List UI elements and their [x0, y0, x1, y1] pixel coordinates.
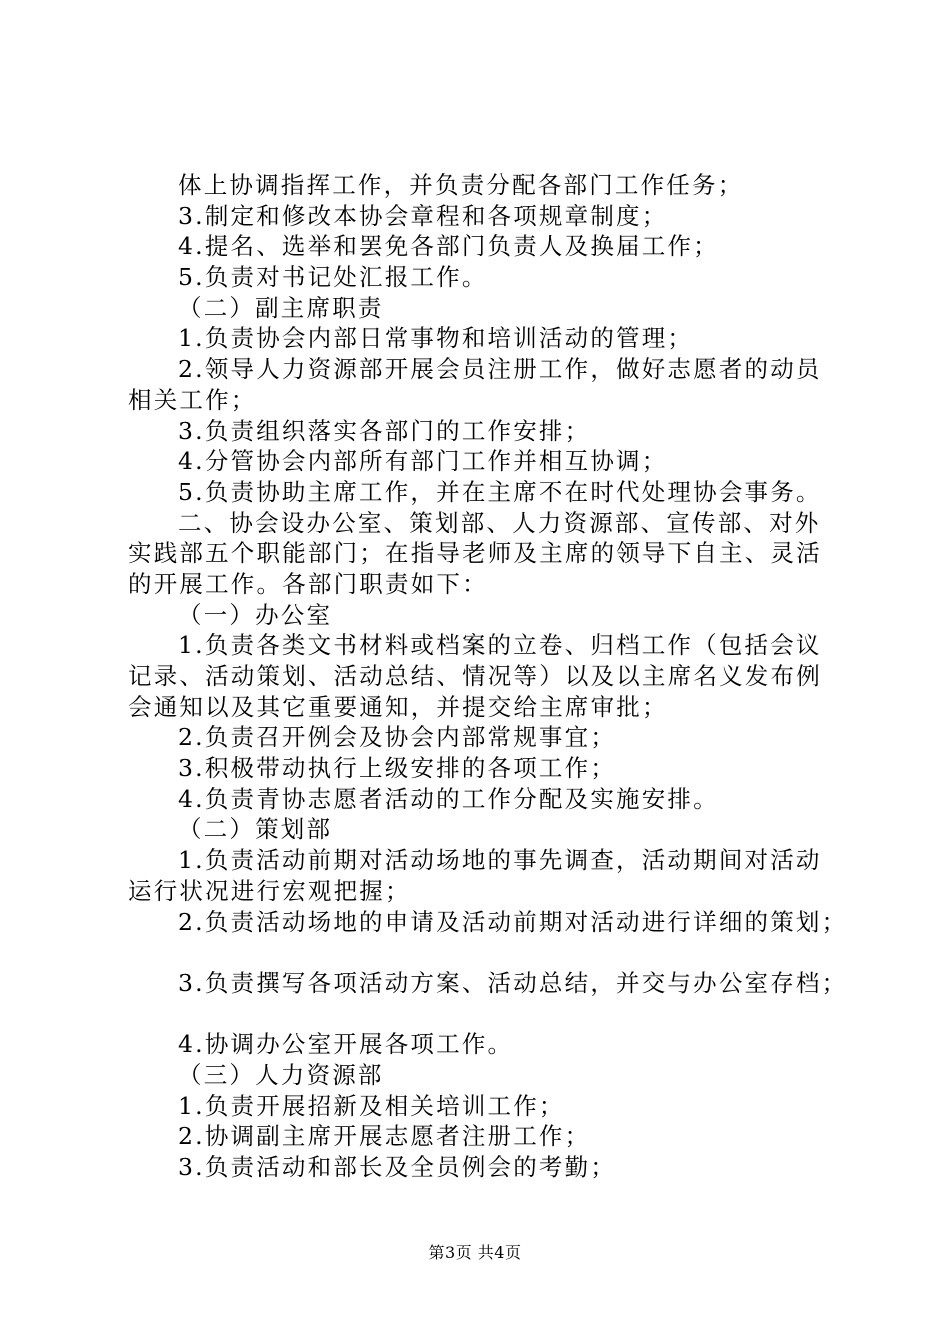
text-line: 2.领导人力资源部开展会员注册工作，做好志愿者的动员: [178, 355, 822, 384]
blank-line: [128, 999, 848, 1030]
text-line: 3.负责组织落实各部门的工作安排；: [178, 416, 591, 445]
text-line: 相关工作；: [128, 385, 257, 414]
section-heading: （三）人力资源部: [178, 1060, 384, 1089]
text-line: 体上协调指挥工作，并负责分配各部门工作任务；: [178, 171, 744, 199]
section-heading: （一）办公室: [178, 600, 333, 629]
text-line: 3.负责撰写各项活动方案、活动总结，并交与办公室存档；: [178, 968, 848, 997]
text-line: 1.负责活动前期对活动场地的事先调查，活动期间对活动: [178, 846, 822, 875]
section-heading: （二）副主席职责: [178, 293, 384, 322]
text-line: 的开展工作。各部门职责如下：: [128, 569, 488, 598]
text-line: 2.负责召开例会及协会内部常规事宜；: [178, 723, 617, 752]
blank-line: [128, 937, 848, 968]
text-line: 2.协调副主席开展志愿者注册工作；: [178, 1122, 591, 1151]
document-body: [128, 170, 848, 1183]
text-line: 4.提名、选举和罢免各部门负责人及换届工作；: [178, 232, 719, 261]
text-line: 二、协会设办公室、策划部、人力资源部、宣传部、对外: [178, 508, 821, 537]
page-number-footer: 第3页 共4页: [428, 1243, 522, 1262]
text-line: 4.分管协会内部所有部门工作并相互协调；: [178, 447, 668, 476]
text-line: 3.制定和修改本协会章程和各项规章制度；: [178, 201, 668, 230]
section-heading: （二）策划部: [178, 815, 333, 844]
text-line: 运行状况进行宏观把握；: [128, 876, 411, 905]
text-line: 会通知以及其它重要通知，并提交给主席审批；: [128, 692, 668, 721]
text-line: 3.积极带动执行上级安排的各项工作；: [178, 754, 617, 783]
text-line: 4.协调办公室开展各项工作。: [178, 1030, 514, 1059]
text-line: 5.负责协助主席工作，并在主席不在时代处理协会事务。: [178, 477, 822, 506]
text-line: 5.负责对书记处汇报工作。: [178, 263, 488, 292]
text-line: 记录、活动策划、活动总结、情况等）以及以主席名义发布例: [128, 662, 822, 690]
text-line: 2.负责活动场地的申请及活动前期对活动进行详细的策划；: [178, 907, 848, 936]
text-line: 3.负责活动和部长及全员例会的考勤；: [178, 1153, 617, 1181]
text-line: 1.负责协会内部日常事物和培训活动的管理；: [178, 324, 694, 353]
text-line: 1.负责开展招新及相关培训工作；: [178, 1091, 565, 1120]
text-line: 4.负责青协志愿者活动的工作分配及实施安排。: [178, 784, 719, 813]
text-line: 1.负责各类文书材料或档案的立卷、归档工作（包括会议: [178, 631, 822, 660]
text-line: 实践部五个职能部门；在指导老师及主席的领导下自主、灵活: [128, 539, 822, 568]
